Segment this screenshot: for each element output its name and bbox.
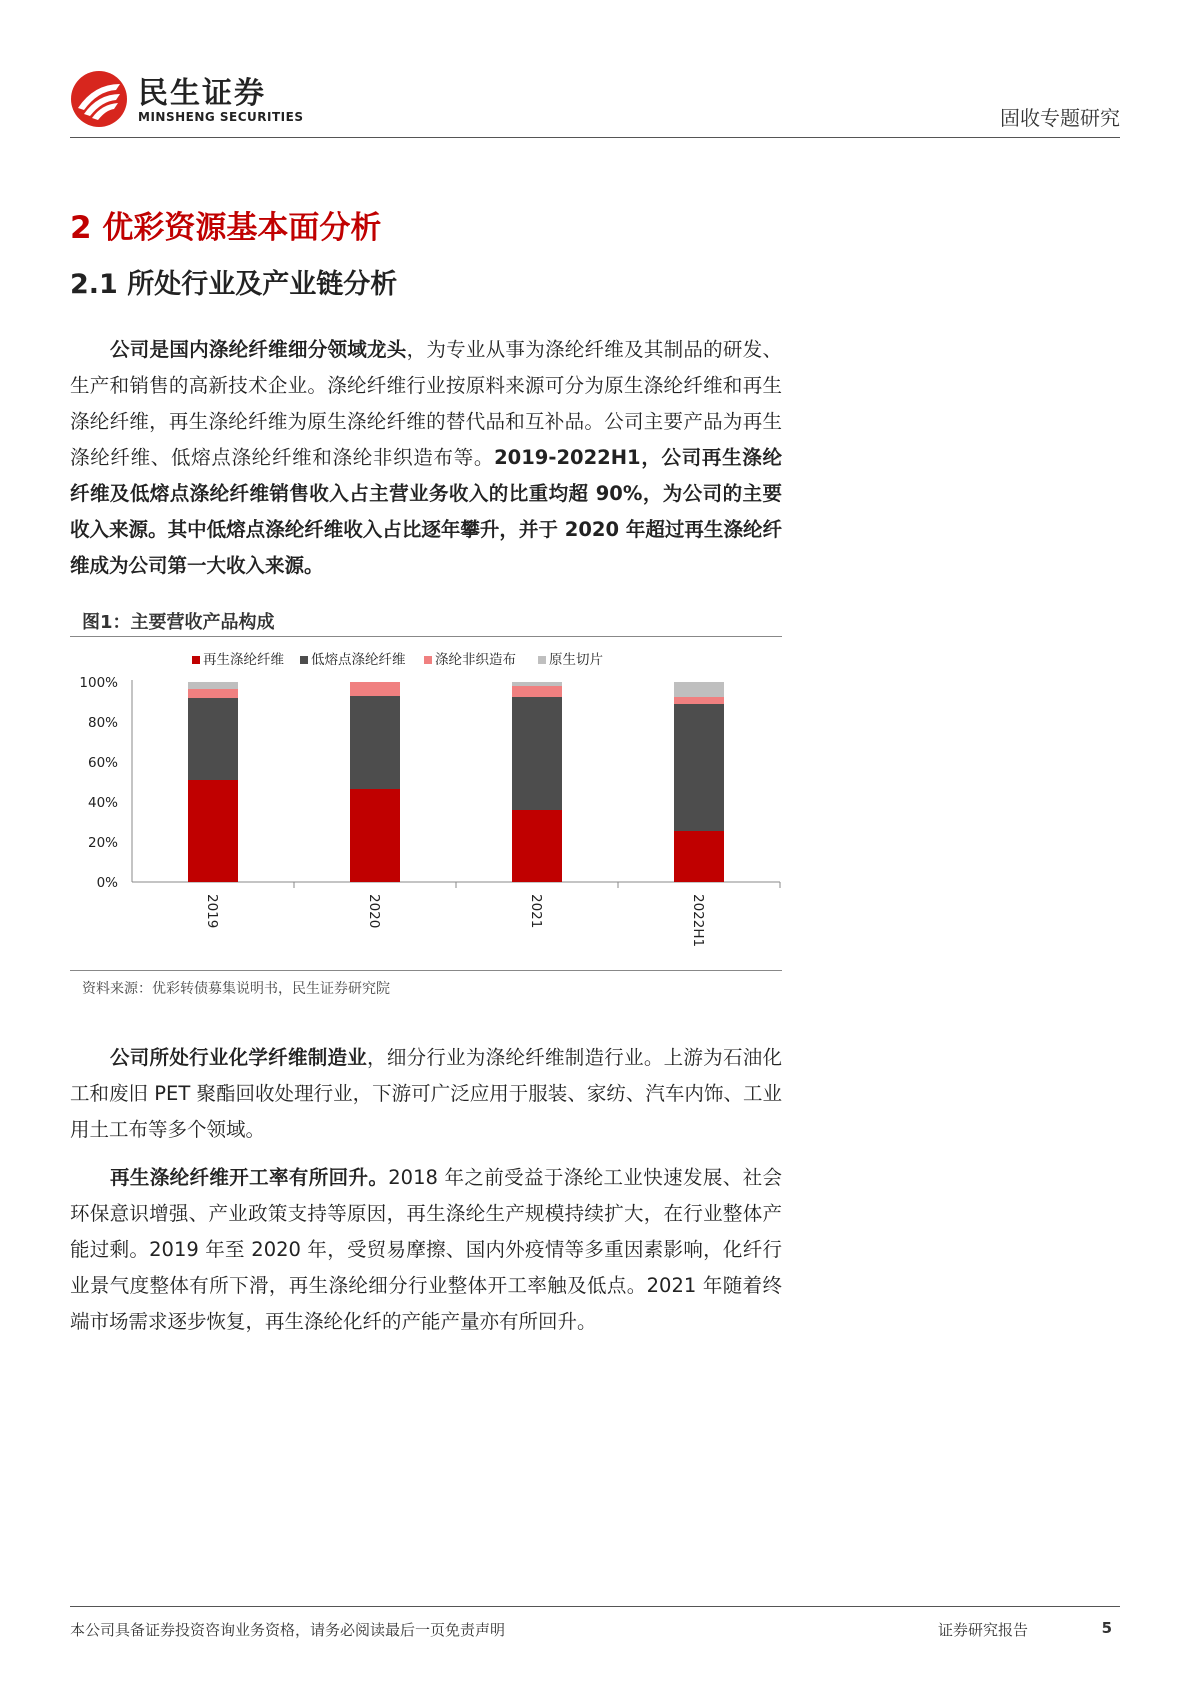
paragraph-text: ，细分行业为涤纶纤维制造行业。上游为石油化工和废旧 PET 聚酯回收处理行业，下游可广泛应用于服装、家纺、汽车内饰、工业用土工布等多个领域。 bbox=[70, 1046, 782, 1141]
paragraph-lead: 公司是国内涤纶纤维细分领域龙头 bbox=[110, 338, 407, 361]
y-tick-label: 80% bbox=[87, 715, 118, 731]
x-tick-label: 2020 bbox=[366, 894, 382, 929]
bar-segment bbox=[512, 682, 562, 686]
bar-segment bbox=[188, 682, 238, 689]
bar-segment bbox=[674, 682, 724, 697]
y-tick-label: 20% bbox=[87, 835, 118, 851]
chart-svg bbox=[70, 637, 782, 970]
section-heading: 2 优彩资源基本面分析 bbox=[70, 210, 382, 246]
paragraph-emphasis: 2019-2022H1，公司再生涤纶纤维及低熔点涤纶纤维销售收入占主营业务收入的比重均超 90%，为公司的主要收入来源。其中低熔点涤纶纤维收入占比逐年攀升，并于 2020 年超过再生涤纶纤维成为公司第一大收入来源。 bbox=[70, 446, 782, 577]
y-tick-label: 0% bbox=[96, 875, 118, 891]
subsection-heading: 2.1 所处行业及产业链分析 bbox=[70, 269, 398, 300]
bar-segment bbox=[674, 704, 724, 831]
bar-segment bbox=[350, 789, 400, 882]
legend-swatch bbox=[538, 656, 546, 664]
legend-swatch bbox=[300, 656, 308, 664]
figure-title: 图1：主要营收产品构成 bbox=[82, 612, 275, 633]
paragraph-utilization bbox=[70, 1160, 782, 1340]
minsheng-logo-icon bbox=[70, 70, 128, 128]
figure-source: 资料来源：优彩转债募集说明书，民生证券研究院 bbox=[82, 981, 390, 997]
figure-title-bar bbox=[70, 606, 782, 637]
report-type: 固收专题研究 bbox=[1000, 106, 1120, 130]
paragraph-text: ，为专业从事为涤纶纤维及其制品的研发、生产和销售的高新技术企业。涤纶纤维行业按原料来源可分为原生涤纶纤维和再生涤纶纤维，再生涤纶纤维为原生涤纶纤维的替代品和互补品。公司主要产品为再生涤纶纤维、低熔点涤纶纤维和涤纶非织造布等。 bbox=[70, 338, 782, 469]
paragraph-lead: 再生涤纶纤维开工率有所回升。 bbox=[110, 1166, 389, 1189]
footer-disclaimer: 本公司具备证券投资咨询业务资格，请务必阅读最后一页免责声明 bbox=[70, 1621, 506, 1639]
legend-label: 再生涤纶纤维 bbox=[203, 652, 284, 668]
legend-label: 低熔点涤纶纤维 bbox=[311, 652, 406, 668]
legend-swatch bbox=[192, 656, 200, 664]
footer-report-label: 证券研究报告 bbox=[937, 1621, 1028, 1639]
y-tick-label: 40% bbox=[87, 795, 118, 811]
bar-segment bbox=[512, 810, 562, 882]
page-number: 5 bbox=[1101, 1619, 1112, 1637]
page-header bbox=[70, 62, 1120, 138]
y-tick-label: 100% bbox=[79, 675, 118, 691]
bar-segment bbox=[188, 780, 238, 882]
paragraph-text: 2018 年之前受益于涤纶工业快速发展、社会环保意识增强、产业政策支持等原因，再生涤纶生产规模持续扩大，在行业整体产能过剩。2019 年至 2020 年，受贸易摩擦、国内外疫情等多重因素影响，化纤行业景气度整体有所下滑，再生涤纶细分行业整体开工率触及低点。2021 年随着终端市场需求逐步恢复，再生涤纶化纤的产能产量亦有所回升。 bbox=[70, 1166, 782, 1333]
bar-segment bbox=[188, 689, 238, 698]
bar-segment bbox=[512, 697, 562, 810]
bar-segment bbox=[674, 697, 724, 704]
bar-segment bbox=[350, 682, 400, 696]
legend-label: 原生切片 bbox=[549, 652, 603, 668]
brand-name-en: MINSHENG SECURITIES bbox=[138, 110, 304, 124]
x-tick-label: 2021 bbox=[528, 894, 544, 929]
legend-swatch bbox=[424, 656, 432, 664]
paragraph-company-overview bbox=[70, 332, 782, 584]
revenue-composition-chart bbox=[70, 637, 782, 971]
paragraph-industry bbox=[70, 1040, 782, 1148]
page-footer bbox=[70, 1606, 1120, 1647]
bar-segment bbox=[350, 696, 400, 789]
legend-label: 涤纶非织造布 bbox=[435, 652, 516, 668]
y-tick-label: 60% bbox=[87, 755, 118, 771]
bar-segment bbox=[674, 831, 724, 882]
paragraph-lead: 公司所处行业化学纤维制造业 bbox=[110, 1046, 368, 1069]
bar-segment bbox=[188, 698, 238, 780]
x-tick-label: 2019 bbox=[204, 894, 220, 929]
brand-name-cn: 民生证券 bbox=[138, 76, 266, 111]
bar-segment bbox=[512, 686, 562, 697]
x-tick-label: 2022H1 bbox=[690, 894, 706, 948]
